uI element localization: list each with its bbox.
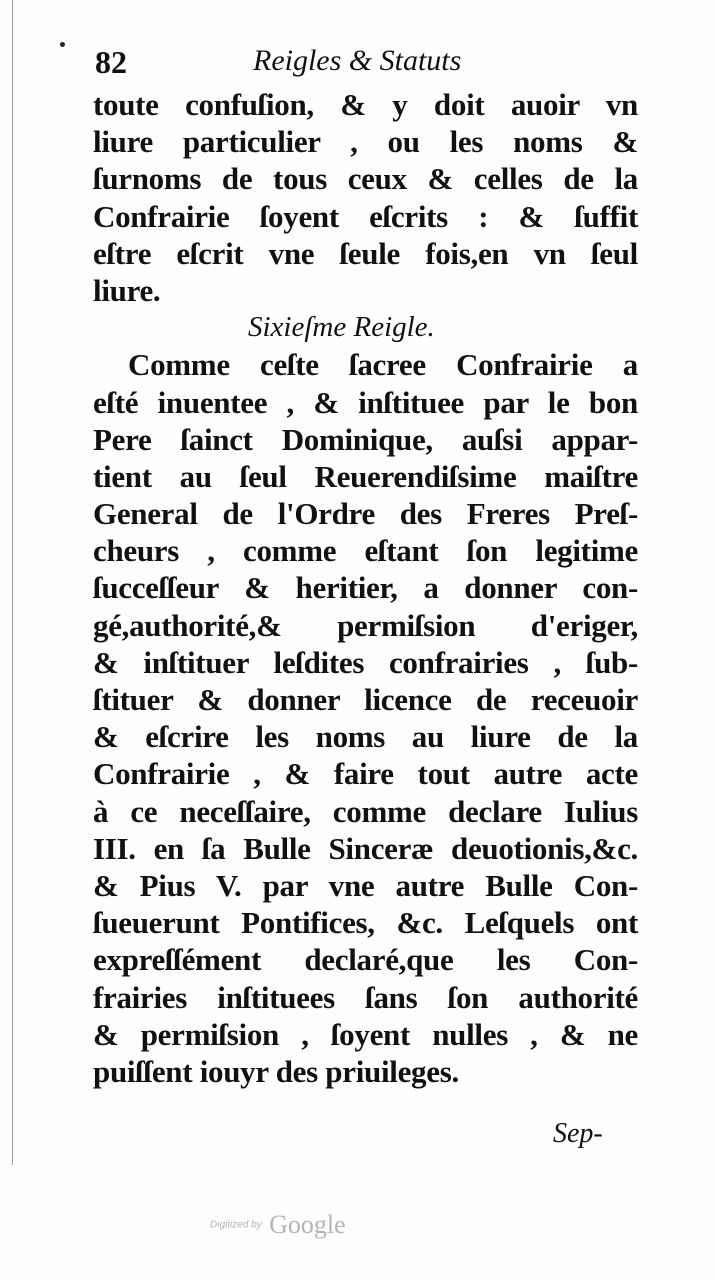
page-number: 82 [95,44,127,80]
text-line: gé,authorité,& permiſsion d'eriger, [93,607,638,643]
text-line: General de l'Ordre des Freres Preſ- [93,496,638,532]
text-line: liure. [93,272,161,308]
text-line: Comme ceſte ſacree Confrairie a [128,347,638,383]
text-line: frairies inſtituees ſans ſon authorité [93,979,638,1015]
text-line: puiſſent iouyr des priuileges. [93,1053,459,1089]
text-line: Confrairie ſoyent eſcrits : & ſuffit [93,198,638,234]
text-line: toute confuſion, & y doit auoir vn [93,87,638,122]
text-block [93,86,638,1090]
watermark-brand: Google [269,1210,346,1239]
running-title: Reigles & Statuts [253,44,462,77]
text-line: ſtituer & donner licence de receuoir [93,682,638,717]
text-line: & permiſsion , ſoyent nulles , & ne [93,1016,638,1052]
text-line: Pere ſainct Dominique, auſsi appar- [93,421,638,457]
digitization-watermark [210,1210,346,1240]
text-line: liure particulier , ou les noms & [93,124,638,160]
running-head [95,44,635,84]
text-line: cheurs , comme eſtant ſon legitime [93,533,638,569]
text-line: ſurnoms de tous ceux & celles de la [93,161,638,197]
text-line: III. en ſa Bulle Sinceræ deuotionis,&c. [93,830,638,866]
text-line: à ce neceſſaire, comme declare Iulius [93,793,638,829]
text-line: & Pius V. par vne autre Bulle Con- [93,867,638,903]
page-edge-line [12,0,13,1165]
text-line: eſté inuentee , & inſtituee par le bon [93,384,638,420]
text-line: expreſſément declaré,que les Con- [93,942,638,978]
section-heading: Sixieſme Reigle. [248,311,435,344]
text-line: tient au ſeul Reuerendiſsime maiſtre [93,458,638,494]
text-line: eſtre eſcrit vne ſeule fois,en vn ſeul [93,235,638,271]
text-line: ſueuerunt Pontifices, &c. Leſquels ont [93,905,638,941]
text-line: ſucceſſeur & heritier, a donner con- [93,570,638,606]
text-line: Confrairie , & faire tout autre acte [93,756,638,792]
catchword: Sep- [553,1118,603,1149]
watermark-prefix: Digitized by [210,1219,262,1231]
text-line: & eſcrire les noms au liure de la [93,719,638,755]
text-line: & inſtituer leſdites confrairies , ſub- [93,644,638,680]
ink-speck [60,42,65,47]
